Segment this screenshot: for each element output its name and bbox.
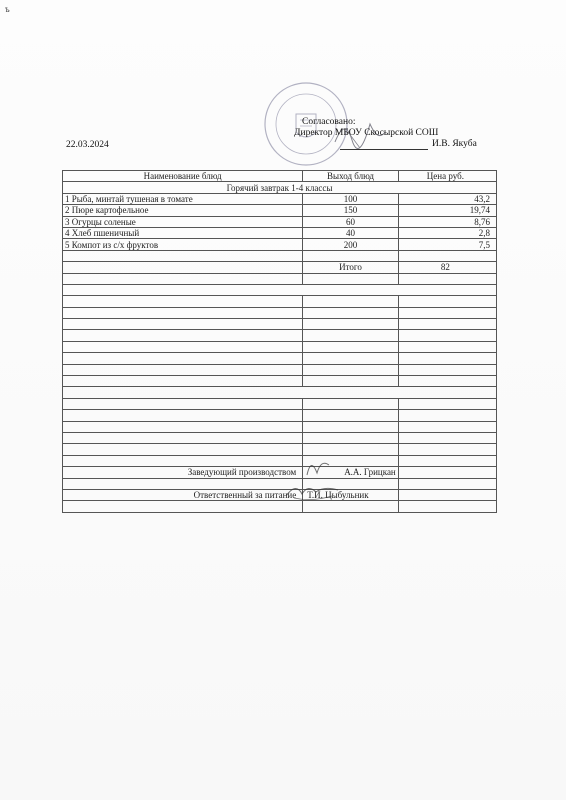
dish-portion: 150 bbox=[303, 205, 399, 216]
dish-price: 7,5 bbox=[398, 239, 496, 250]
dish-price: 8,76 bbox=[398, 216, 496, 227]
menu-table bbox=[62, 170, 497, 513]
nutrition-role: Ответственный за питание bbox=[63, 489, 303, 500]
empty-row bbox=[63, 421, 497, 432]
table-header-row bbox=[63, 171, 497, 182]
document-date: 22.03.2024 bbox=[66, 140, 109, 150]
empty-row bbox=[63, 398, 497, 409]
empty-row bbox=[63, 341, 497, 352]
table-row bbox=[63, 193, 497, 204]
table-group-row bbox=[63, 182, 497, 193]
dish-name: 4 Хлеб пшеничный bbox=[63, 227, 303, 238]
empty-row bbox=[63, 444, 497, 455]
dish-price: 2,8 bbox=[398, 227, 496, 238]
total-row bbox=[63, 262, 497, 273]
dish-portion: 40 bbox=[303, 227, 399, 238]
dish-name: 2 Пюре картофельное bbox=[63, 205, 303, 216]
dish-price: 19,74 bbox=[398, 205, 496, 216]
empty-row bbox=[63, 432, 497, 443]
approval-signer bbox=[340, 139, 477, 150]
empty-row bbox=[63, 353, 497, 364]
empty-row bbox=[63, 455, 497, 466]
corner-mark: ъ bbox=[5, 4, 10, 14]
empty-row bbox=[63, 330, 497, 341]
empty-row bbox=[63, 284, 497, 295]
dish-portion: 60 bbox=[303, 216, 399, 227]
dish-portion: 200 bbox=[303, 239, 399, 250]
header-portion: Выход блюд bbox=[303, 171, 399, 182]
empty-row bbox=[63, 319, 497, 330]
approval-signer-name: И.В. Якуба bbox=[432, 139, 477, 149]
approval-title: Согласовано: bbox=[302, 117, 356, 127]
header-dish-name: Наименование блюд bbox=[63, 171, 303, 182]
empty-row bbox=[63, 478, 497, 489]
table-row bbox=[63, 205, 497, 216]
signature-row-production bbox=[63, 467, 497, 478]
approval-position: Директор МБОУ Скосырской СОШ bbox=[294, 128, 439, 138]
production-head-role: Заведующий производством bbox=[63, 467, 303, 478]
group-title: Горячий завтрак 1-4 классы bbox=[63, 182, 497, 193]
header-price: Цена руб. bbox=[398, 171, 496, 182]
table-row bbox=[63, 239, 497, 250]
approval-block bbox=[294, 117, 477, 150]
dish-price: 43,2 bbox=[398, 193, 496, 204]
dish-portion: 100 bbox=[303, 193, 399, 204]
total-empty-cell bbox=[63, 262, 303, 273]
empty-row bbox=[63, 376, 497, 387]
production-head-name: А.А. Грицкан bbox=[303, 467, 399, 478]
empty-row bbox=[63, 296, 497, 307]
empty-row bbox=[63, 387, 497, 398]
signature-line bbox=[340, 149, 428, 150]
table-row bbox=[63, 227, 497, 238]
dish-name: 5 Компот из с/х фруктов bbox=[63, 239, 303, 250]
empty-row bbox=[63, 273, 497, 284]
total-value: 82 bbox=[398, 262, 496, 273]
dish-name: 1 Рыба, минтай тушеная в томате bbox=[63, 193, 303, 204]
empty-row bbox=[63, 250, 497, 261]
empty-row bbox=[63, 364, 497, 375]
nutrition-signature-icon bbox=[282, 480, 342, 502]
empty-row bbox=[63, 410, 497, 421]
production-head-signature-icon bbox=[303, 455, 333, 479]
signature-row-nutrition bbox=[63, 489, 497, 500]
empty-row bbox=[63, 501, 497, 512]
total-label: Итого bbox=[303, 262, 399, 273]
table-row bbox=[63, 216, 497, 227]
empty-row bbox=[63, 307, 497, 318]
nutrition-name: Т.И. Цыбульник bbox=[303, 489, 399, 500]
dish-name: 3 Огурцы соленые bbox=[63, 216, 303, 227]
